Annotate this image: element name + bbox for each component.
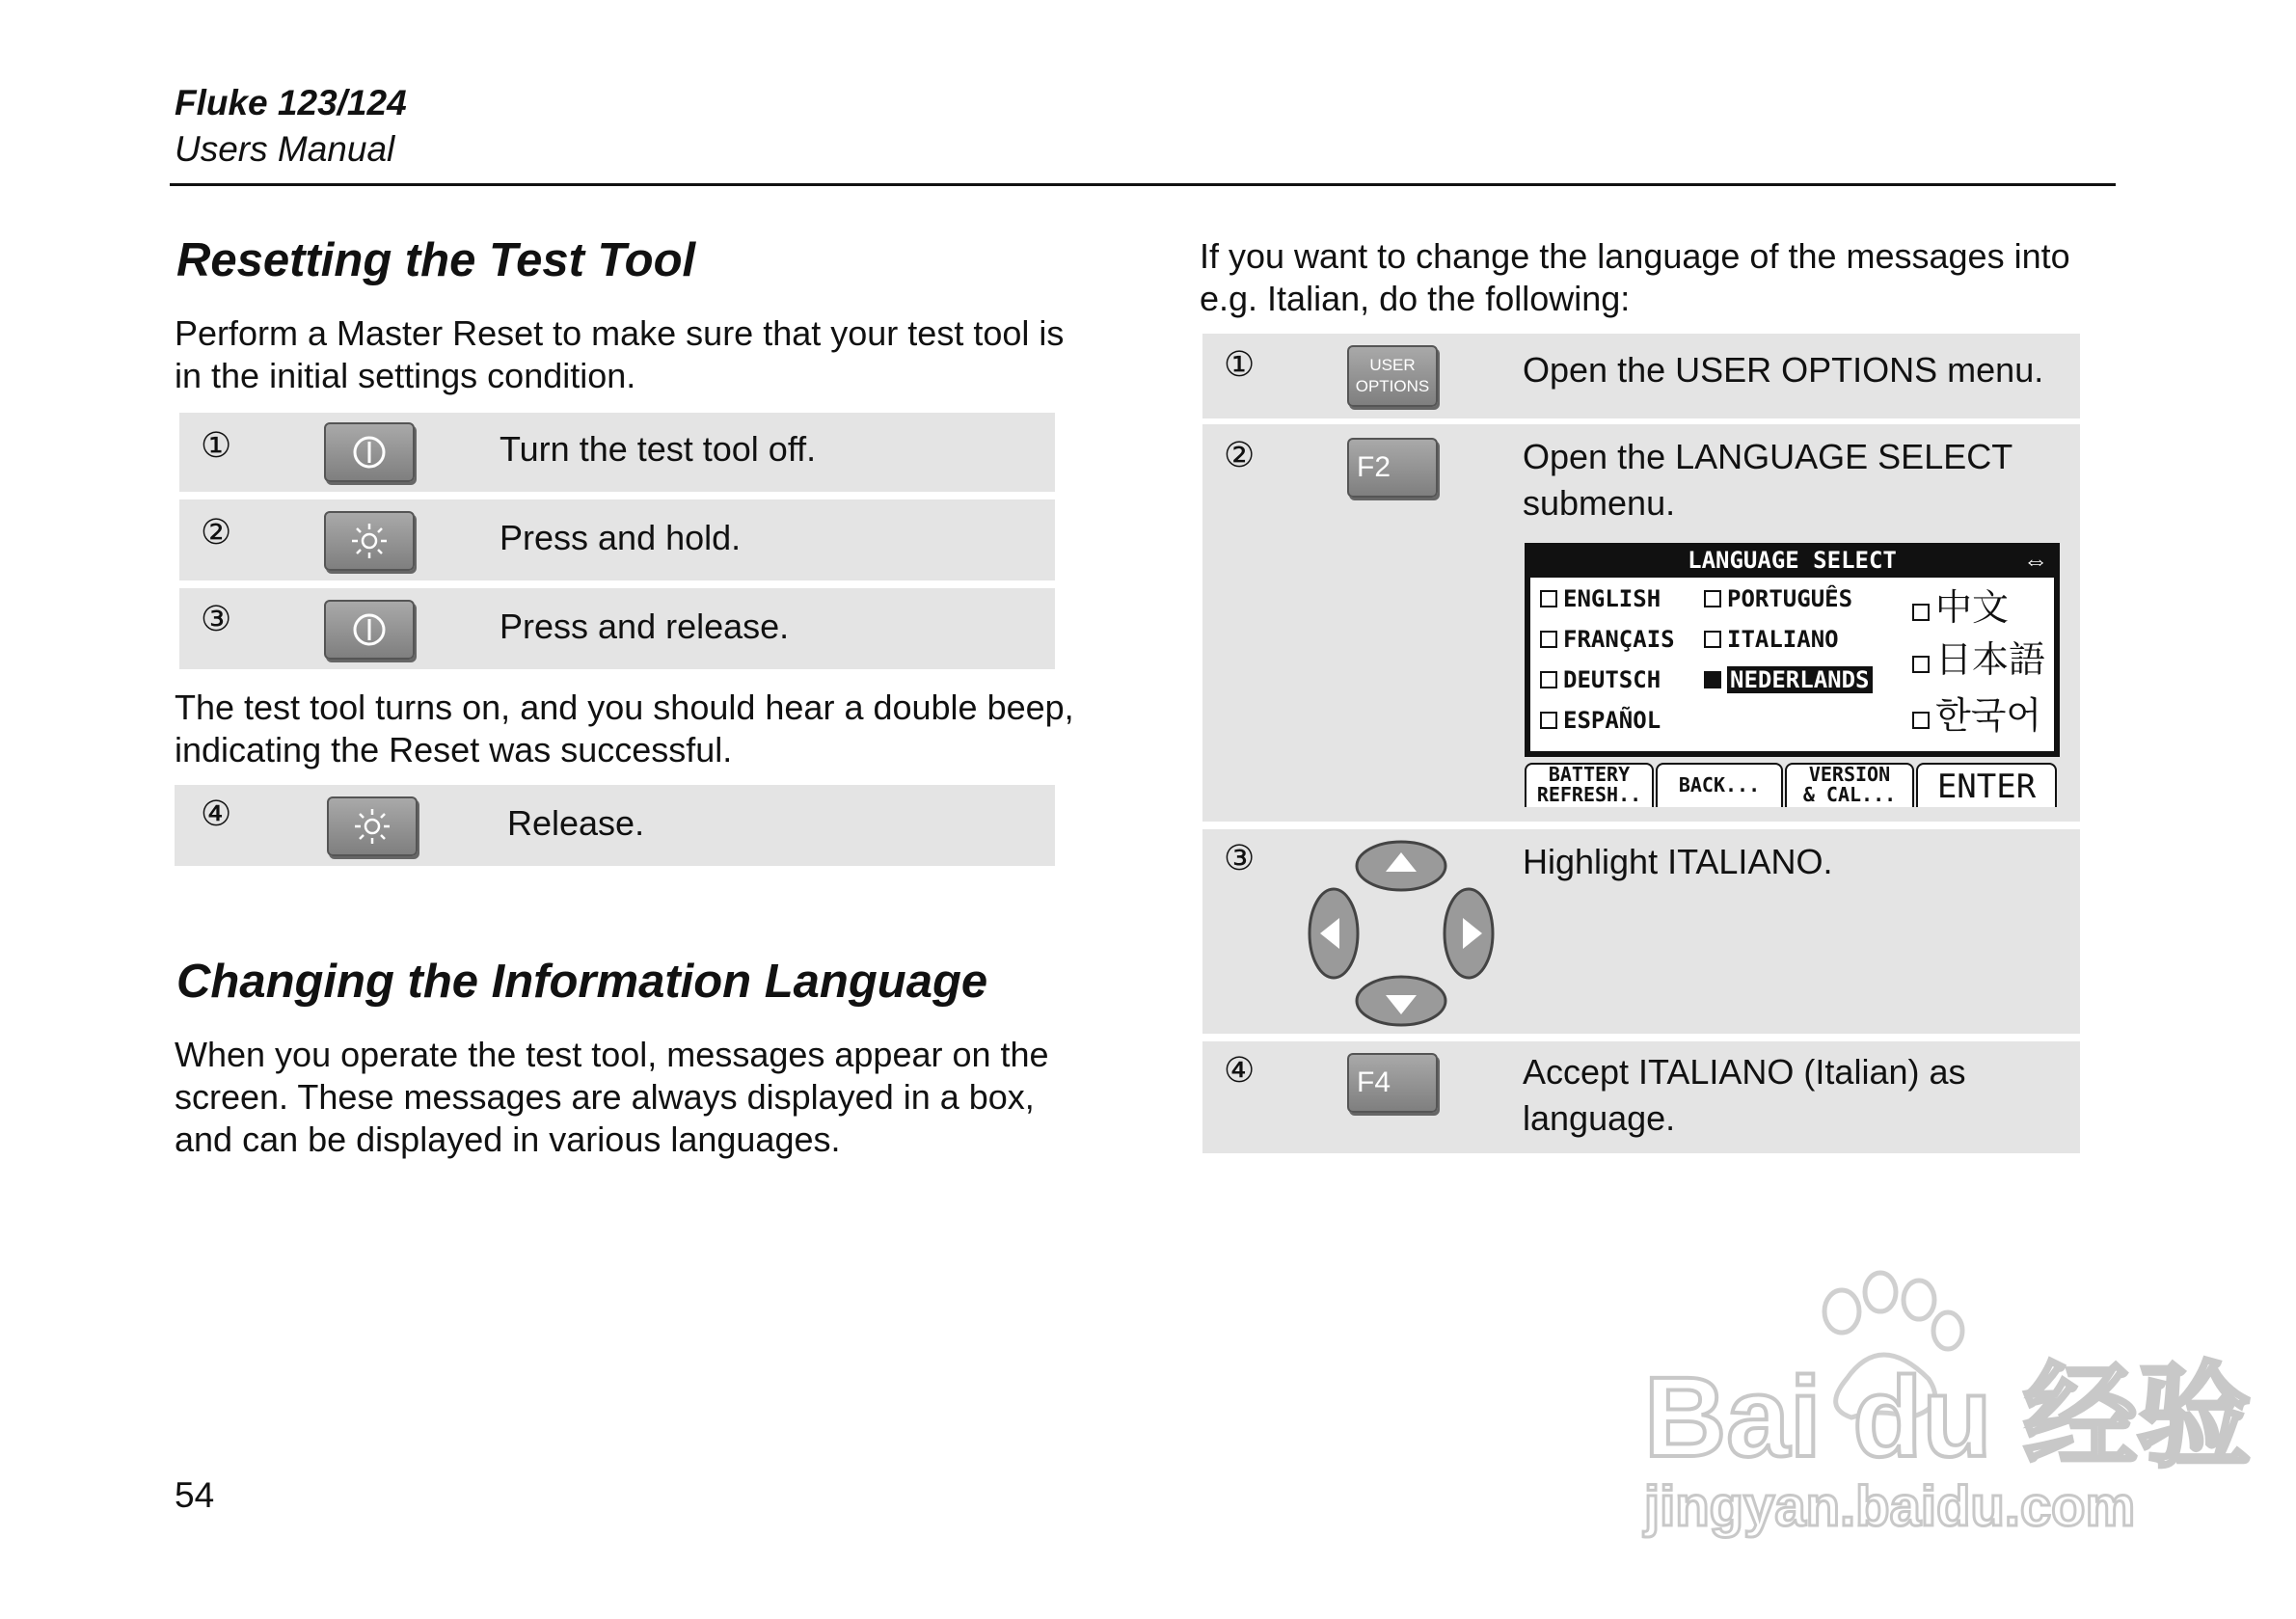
page-number: 54	[175, 1475, 215, 1515]
step-text: Press and release.	[500, 607, 790, 646]
step-text: Highlight ITALIANO.	[1523, 842, 1833, 881]
lcd-frame	[1525, 543, 2060, 757]
step-text: Press and hold.	[500, 518, 742, 557]
f2-key-icon: F2	[1347, 438, 1438, 498]
step-number: ③	[1224, 839, 1256, 878]
lang-option-espanol: ESPAÑOL	[1540, 707, 1661, 734]
fkey-battery-refresh: BATTERY REFRESH..	[1525, 763, 1654, 807]
language-select-screen	[1525, 543, 2060, 807]
step-number: ①	[201, 426, 232, 466]
language-right-intro: If you want to change the language of the messages into e.g. Italian, do the following:	[1200, 236, 2070, 318]
step-number: ③	[201, 600, 232, 639]
step-text: Release.	[507, 803, 645, 843]
step-text: Turn the test tool off.	[500, 429, 817, 469]
manual-title: Fluke 123/124	[175, 83, 407, 122]
step-number: ④	[201, 795, 232, 834]
lang-option-korean: 한국어	[1912, 686, 2041, 739]
navigation-arrows-icon: ⇔	[2023, 546, 2048, 575]
step-number: ④	[1224, 1051, 1256, 1091]
reset-intro: Perform a Master Reset to make sure that your test tool is in the initial settings condition.	[175, 313, 1065, 395]
svg-text:Bai du 经验: Bai du 经验	[1644, 1354, 2252, 1481]
manual-subtitle: Users Manual	[175, 129, 395, 169]
key-label-line2: OPTIONS	[1355, 377, 1430, 395]
arrow-keys-icon	[1307, 839, 1496, 1028]
lcd-title: LANGUAGE SELECT	[1688, 547, 1897, 574]
lang-option-deutsch: DEUTSCH	[1540, 666, 1661, 693]
step-number: ②	[201, 513, 232, 553]
svg-text:jingyan.baidu.com: jingyan.baidu.com	[1644, 1475, 2136, 1538]
step-text: Accept ITALIANO (Italian) as language.	[1523, 1052, 1966, 1138]
header-divider	[170, 183, 2116, 186]
function-key-labels	[1525, 763, 2060, 807]
fkey-enter: ENTER	[1916, 763, 2057, 807]
step-number: ②	[1224, 436, 1256, 475]
lang-option-portugues: PORTUGUÊS	[1704, 585, 1852, 612]
language-step-4	[1202, 1041, 2080, 1153]
reset-step-4	[175, 785, 1055, 866]
lang-option-english: ENGLISH	[1540, 585, 1661, 612]
fkey-version-cal: VERSION & CAL...	[1785, 763, 1914, 807]
power-key-icon	[324, 600, 415, 660]
step-text: Open the USER OPTIONS menu.	[1523, 350, 2044, 390]
reset-step-1	[179, 413, 1055, 492]
backlight-key-icon	[327, 796, 418, 856]
backlight-key-icon	[324, 511, 415, 571]
key-label-line1: USER	[1369, 356, 1416, 374]
language-intro: When you operate the test tool, messages appear on the screen. These messages are always displayed in a box, and can be displayed in various languages.	[175, 1035, 1049, 1159]
lcd-content	[1530, 578, 2054, 751]
reset-step-3	[179, 588, 1055, 669]
reset-step-2	[179, 499, 1055, 580]
fkey-back: BACK...	[1656, 763, 1783, 807]
power-key-icon	[324, 422, 415, 482]
lang-option-chinese: 中文	[1912, 578, 2009, 631]
lang-option-italiano: ITALIANO	[1704, 626, 1839, 653]
reset-heading: Resetting the Test Tool	[176, 234, 696, 286]
lang-option-japanese: 日本語	[1912, 630, 2045, 683]
step-number: ①	[1224, 345, 1256, 385]
step-text: Open the LANGUAGE SELECT submenu.	[1523, 437, 2012, 523]
baidu-watermark-logo	[1639, 1273, 2252, 1543]
language-heading: Changing the Information Language	[176, 956, 988, 1008]
f4-key-icon: F4	[1347, 1053, 1438, 1113]
reset-result-text: The test tool turns on, and you should hear a double beep, indicating the Reset was successful.	[175, 688, 1074, 769]
lang-option-nederlands: NEDERLANDS	[1704, 666, 1873, 693]
lang-option-francais: FRANÇAIS	[1540, 626, 1675, 653]
language-step-3	[1202, 829, 2080, 1034]
user-options-key-icon	[1347, 345, 1438, 407]
language-step-1	[1202, 334, 2080, 418]
